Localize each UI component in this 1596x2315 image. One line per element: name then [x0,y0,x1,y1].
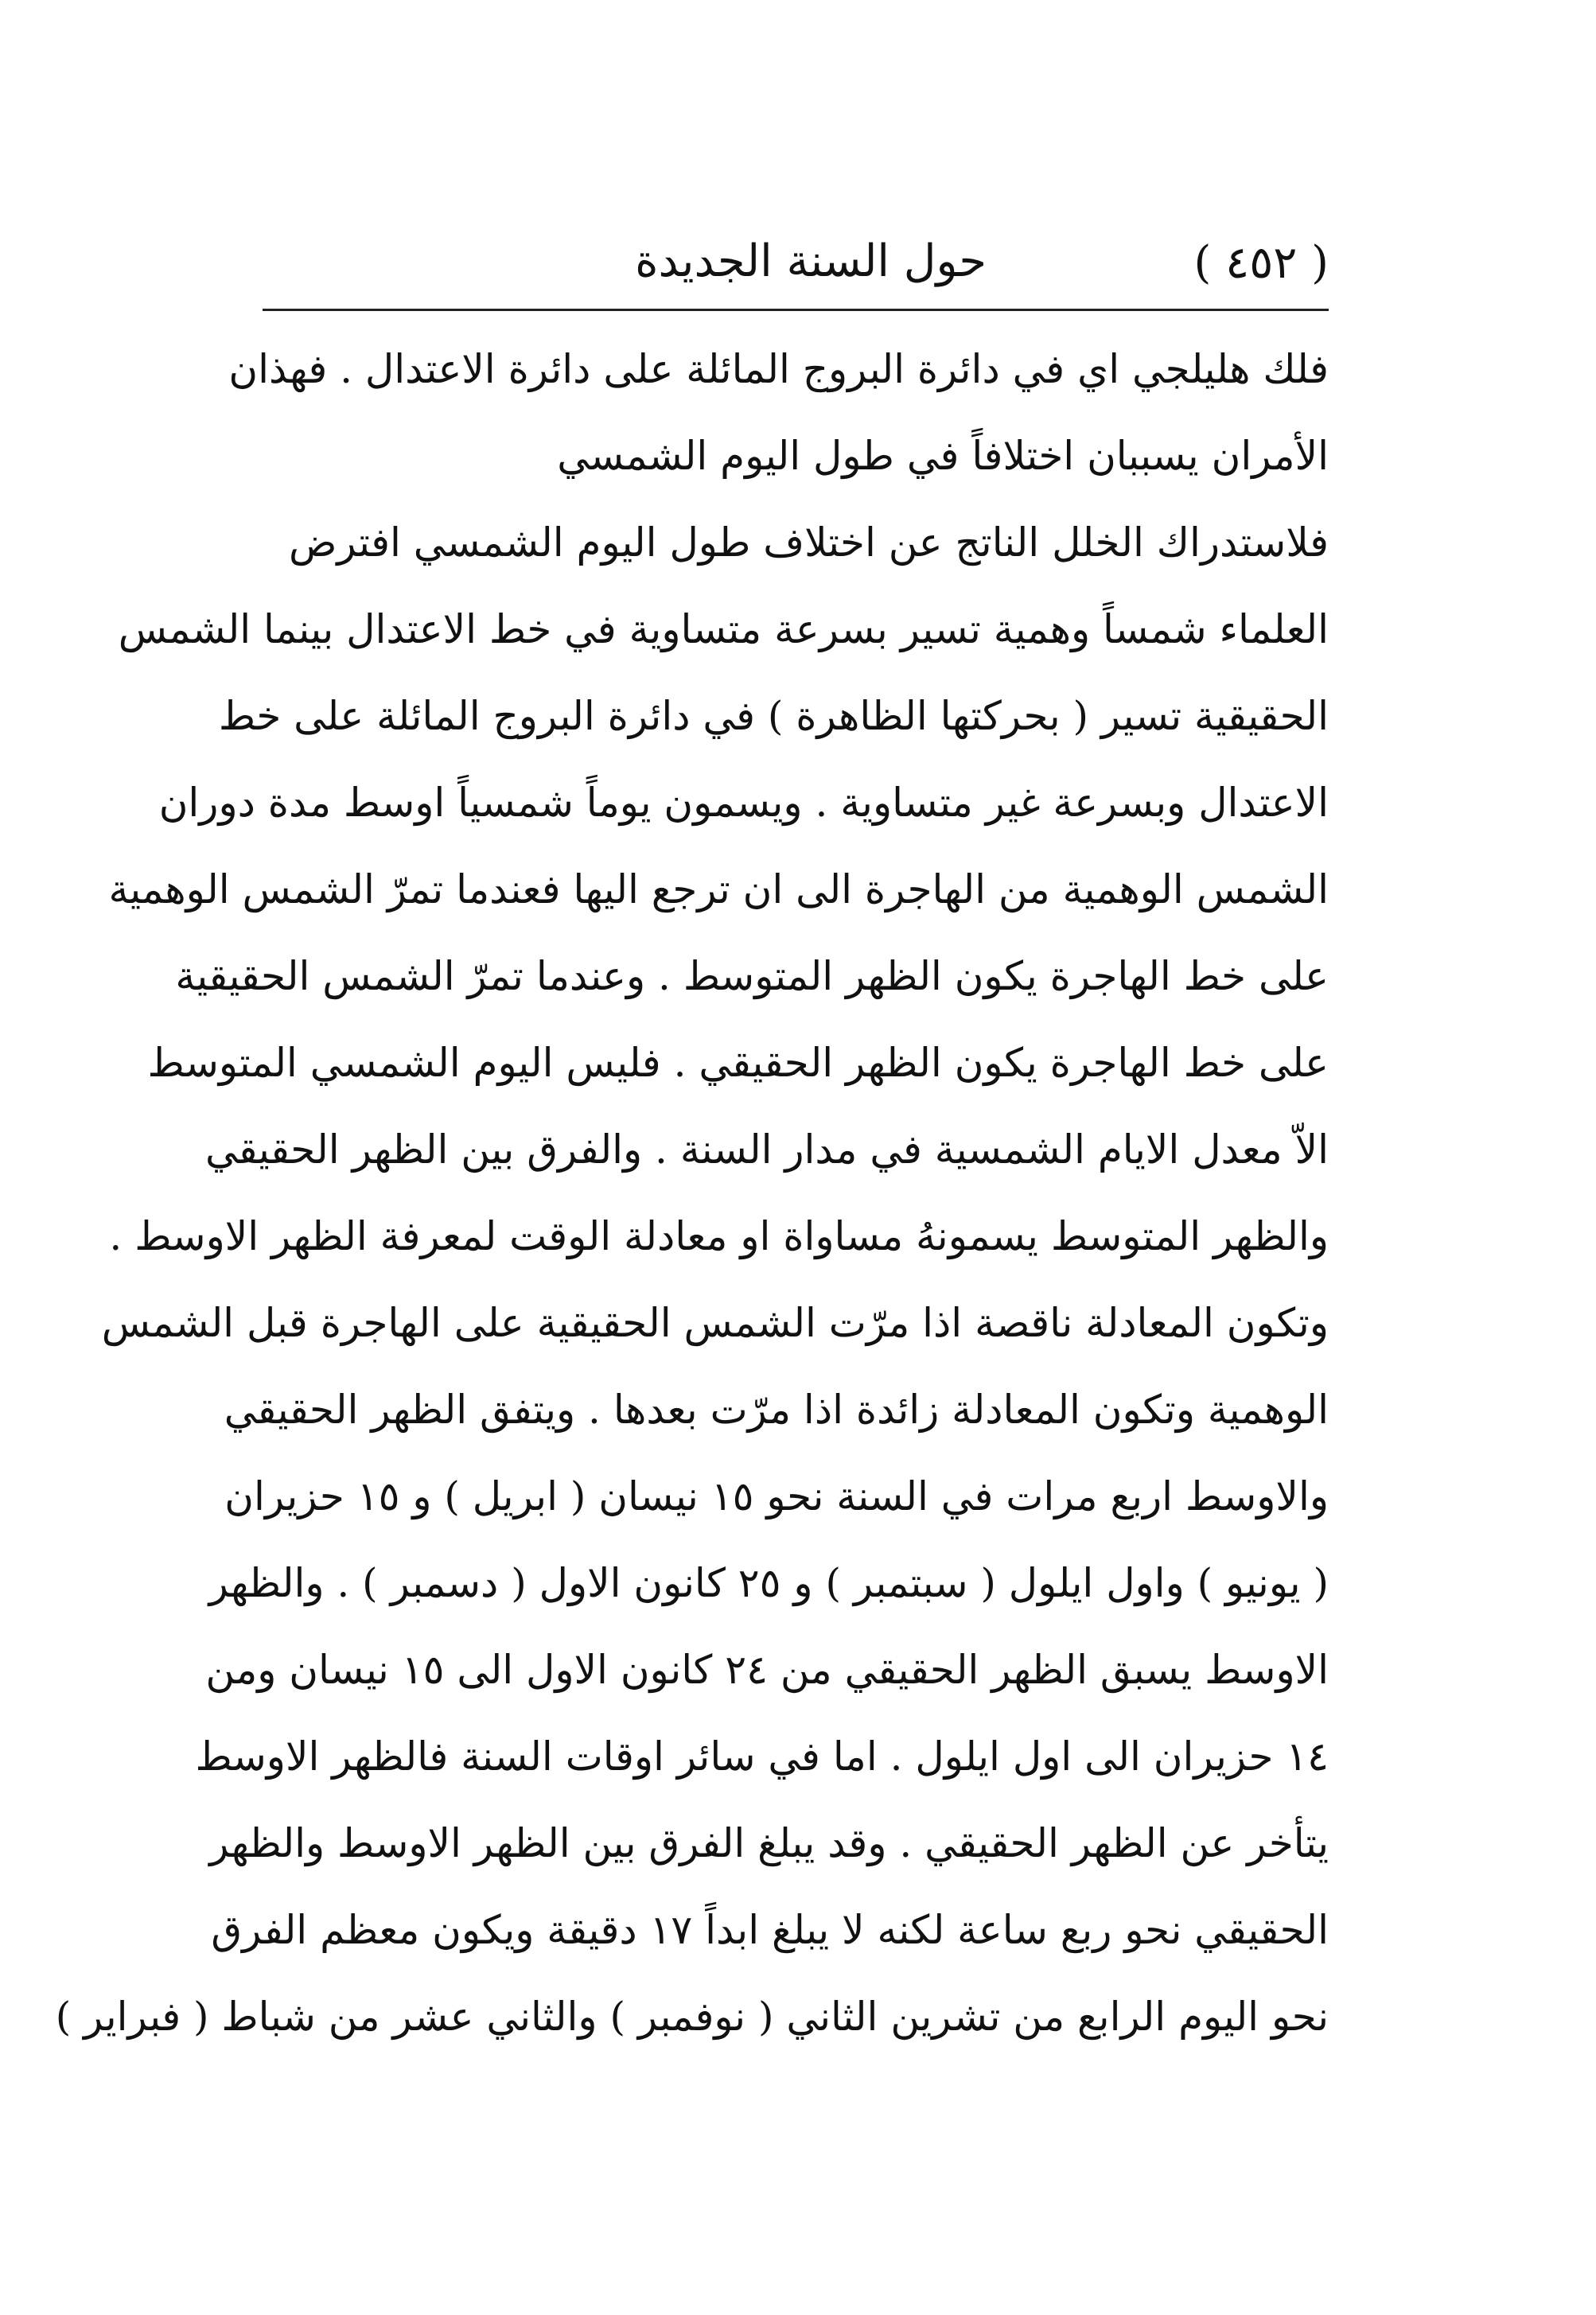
text-line: فلاستدراك الخلل الناتج عن اختلاف طول اليوم الشمسي افترض [288,519,1329,566]
text-line: الوهمية وتكون المعادلة زائدة اذا مرّت بعدها . ويتفق الظهر الحقيقي [224,1387,1329,1433]
text-line: على خط الهاجرة يكون الظهر الحقيقي . فليس اليوم الشمسي المتوسط [147,1040,1329,1086]
body-text [55,326,1329,2060]
text-line: العلماء شمساً وهمية تسير بسرعة متساوية في خط الاعتدال بينما الشمس [118,606,1329,652]
text-line: الحقيقية تسير ( بحركتها الظاهرة ) في دائرة البروج المائلة على خط [218,693,1329,739]
text-line: الاعتدال وبسرعة غير متساوية . ويسمون يوماً شمسياً اوسط مدة دوران [158,780,1329,826]
text-line: الأمران يسببان اختلافاً في طول اليوم الشمسي [557,433,1329,479]
text-line: يتأخر عن الظهر الحقيقي . وقد يبلغ الفرق بين الظهر الاوسط والظهر [209,1820,1329,1866]
text-line: على خط الهاجرة يكون الظهر المتوسط . وعندما تمرّ الشمس الحقيقية [175,953,1329,999]
page-number: ( ٤٥٢ ) [1193,237,1329,289]
text-line: وتكون المعادلة ناقصة اذا مرّت الشمس الحقيقية على الهاجرة قبل الشمس [101,1300,1329,1346]
text-line: نحو اليوم الرابع من تشرين الثاني ( نوفمبر ) والثاني عشر من شباط ( فبراير ) [55,1994,1329,2040]
running-title: حول السنة الجديدة [635,235,987,287]
text-line: الحقيقي نحو ربع ساعة لكنه لا يبلغ ابداً ١٧ دقيقة ويكون معظم الفرق [211,1907,1329,1953]
page-header [263,227,1329,302]
text-line: الشمس الوهمية من الهاجرة الى ان ترجع اليها فعندما تمرّ الشمس الوهمية [108,866,1329,912]
text-line: ١٤ حزيران الى اول ايلول . اما في سائر اوقات السنة فالظهر الاوسط [195,1733,1329,1780]
text-line: والظهر المتوسط يسمونهُ مساواة او معادلة الوقت لمعرفة الظهر الاوسط . [109,1213,1329,1259]
header-rule [263,309,1329,311]
text-line: الاّ معدل الايام الشمسية في مدار السنة . والفرق بين الظهر الحقيقي [204,1126,1329,1173]
text-line: والاوسط اربع مرات في السنة نحو ١٥ نيسان ( ابريل ) و ١٥ حزيران [224,1473,1329,1519]
text-line: الاوسط يسبق الظهر الحقيقي من ٢٤ كانون الاول الى ١٥ نيسان ومن [205,1647,1329,1693]
text-line: ( يونيو ) واول ايلول ( سبتمبر ) و ٢٥ كانون الاول ( دسمبر ) . والظهر [208,1560,1329,1606]
text-line: فلك هليلجي اي في دائرة البروج المائلة على دائرة الاعتدال . فهذان [228,346,1329,392]
